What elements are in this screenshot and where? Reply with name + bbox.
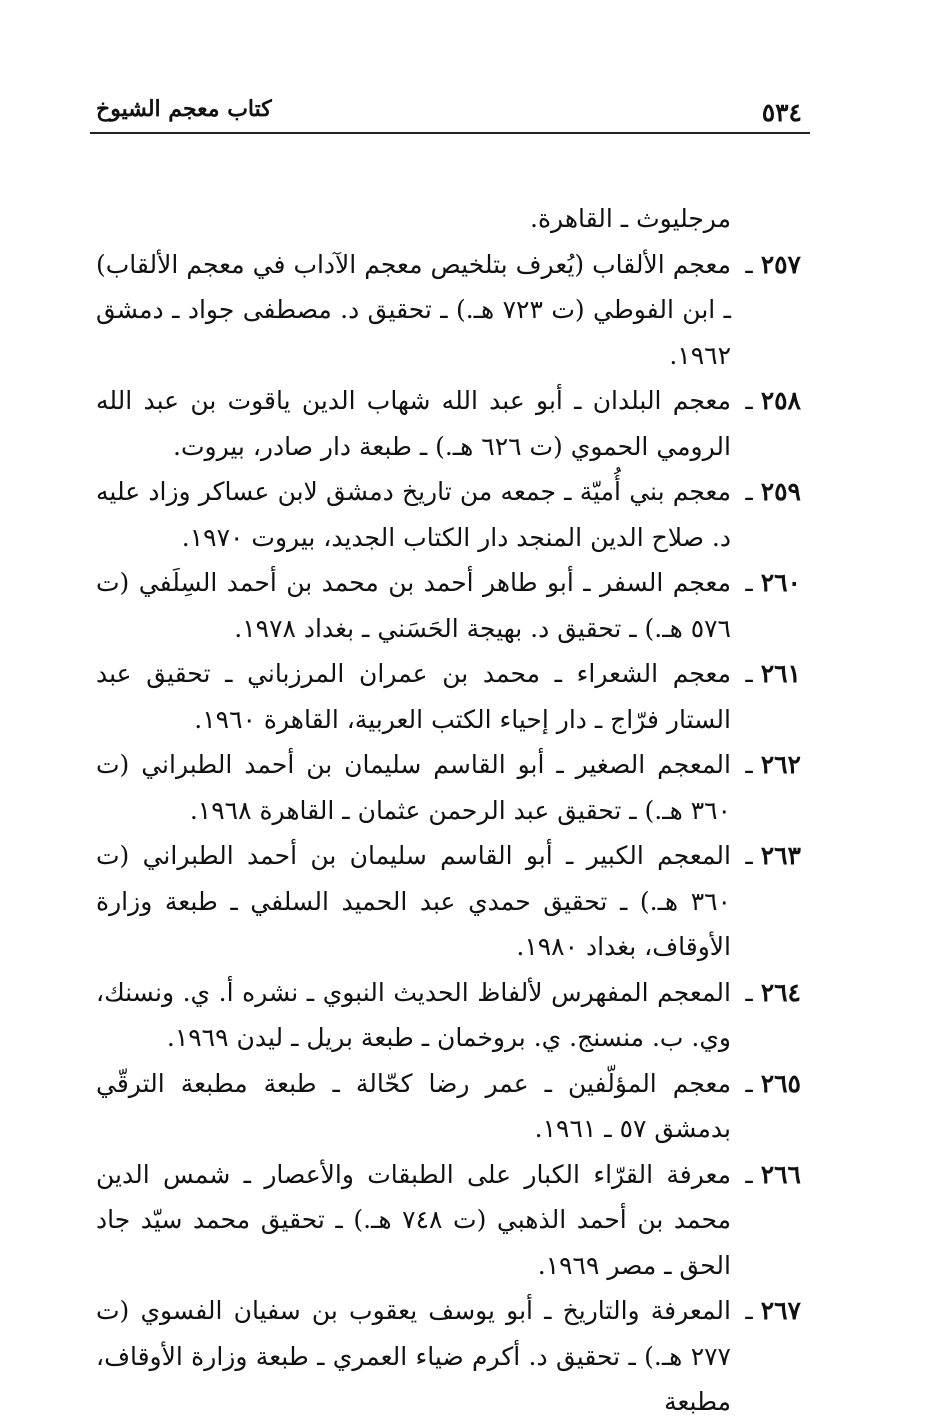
entry-261 bbox=[96, 651, 801, 742]
entry-264 bbox=[96, 970, 801, 1061]
entry-263 bbox=[96, 833, 801, 970]
entry-258 bbox=[96, 378, 801, 469]
entry-text: معجم بني أُميّة ـ جمعه من تاريخ دمشق لابن عساكر وزاد عليه د. صلاح الدين المنجد دار الكتاب الجديد، بيروت ١٩٧٠. bbox=[96, 477, 731, 552]
bibliography-list bbox=[96, 196, 801, 1425]
entry-260 bbox=[96, 560, 801, 651]
entry-266 bbox=[96, 1152, 801, 1289]
entry-text: معرفة القرّاء الكبار على الطبقات والأعصار ـ شمس الدين محمد بن أحمد الذهبي (ت ٧٤٨ هـ.) ـ تحقيق محمد سيّد جاد الحق ـ مصر ١٩٦٩. bbox=[96, 1159, 731, 1280]
entry-number: ٢٦٠ ـ bbox=[745, 568, 801, 597]
entry-text: معجم الشعراء ـ محمد بن عمران المرزباني ـ تحقيق عبد الستار فرّاج ـ دار إحياء الكتب العربية، القاهرة ١٩٦٠. bbox=[96, 659, 731, 734]
entry-number: ٢٥٧ ـ bbox=[745, 249, 801, 279]
entry-text: المعجم الصغير ـ أبو القاسم سليمان بن أحمد الطبراني (ت ٣٦٠ هـ.) ـ تحقيق عبد الرحمن عثمان ـ القاهرة ١٩٦٨. bbox=[96, 750, 731, 825]
entry-text: معجم الألقاب (يُعرف بتلخيص معجم الآداب في معجم الألقاب) ـ ابن الفوطي (ت ٧٢٣ هـ.) ـ تحقيق د. مصطفى جواد ـ دمشق ١٩٦٢. bbox=[96, 249, 731, 370]
entry-number: ٢٦٥ ـ bbox=[745, 1068, 801, 1098]
entry-text: معجم البلدان ـ أبو عبد الله شهاب الدين ياقوت بن عبد الله الرومي الحموي (ت ٦٢٦ هـ.) ـ طبعة دار صادر، بيروت. bbox=[96, 386, 731, 461]
entry-265 bbox=[96, 1061, 801, 1152]
entry-text: معجم المؤلّفين ـ عمر رضا كحّالة ـ طبعة مطبعة الترقّي بدمشق ٥٧ ـ ١٩٦١. bbox=[96, 1068, 731, 1143]
entry-number: ٢٦٧ ـ bbox=[745, 1296, 801, 1325]
continuation-line: مرجليوث ـ القاهرة. bbox=[530, 204, 731, 233]
entry-number: ٢٦٣ ـ bbox=[745, 841, 801, 870]
entry-text: المعجم الكبير ـ أبو القاسم سليمان بن أحمد الطبراني (ت ٣٦٠ هـ.) ـ تحقيق حمدي عبد الحميد السلفي ـ طبعة وزارة الأوقاف، بغداد ١٩٨٠. bbox=[96, 841, 731, 961]
entry-number: ٢٥٩ ـ bbox=[745, 477, 801, 506]
entry-text: معجم السفر ـ أبو طاهر أحمد بن محمد بن أحمد السِلَفي (ت ٥٧٦ هـ.) ـ تحقيق د. بهيجة الحَسَني ـ بغداد ١٩٧٨. bbox=[96, 568, 731, 643]
entry-number: ٢٥٨ ـ bbox=[745, 386, 801, 415]
entry-number: ٢٦٢ ـ bbox=[745, 750, 801, 779]
entry-257 bbox=[96, 242, 801, 379]
entry-259 bbox=[96, 469, 801, 560]
running-title: كتاب معجم الشيوخ bbox=[96, 96, 272, 122]
entry-267 bbox=[96, 1288, 801, 1425]
page-number: ٥٣٤ bbox=[761, 98, 802, 127]
page-header bbox=[90, 96, 810, 134]
entry-number: ٢٦٤ ـ bbox=[745, 977, 801, 1007]
entry-number: ٢٦٦ ـ bbox=[745, 1159, 801, 1189]
entry-text: المعجم المفهرس لألفاظ الحديث النبوي ـ نشره أ. ي. ونسنك، وي. ب. منسنج. ي. بروخمان ـ طبعة بريل ـ ليدن ١٩٦٩. bbox=[96, 977, 731, 1052]
entry-262 bbox=[96, 742, 801, 833]
entry-number: ٢٦١ ـ bbox=[745, 659, 801, 688]
entry-text: المعرفة والتاريخ ـ أبو يوسف يعقوب بن سفيان الفسوي (ت ٢٧٧ هـ.) ـ تحقيق د. أكرم ضياء العمري ـ طبعة وزارة الأوقاف، مطبعة bbox=[96, 1296, 731, 1416]
